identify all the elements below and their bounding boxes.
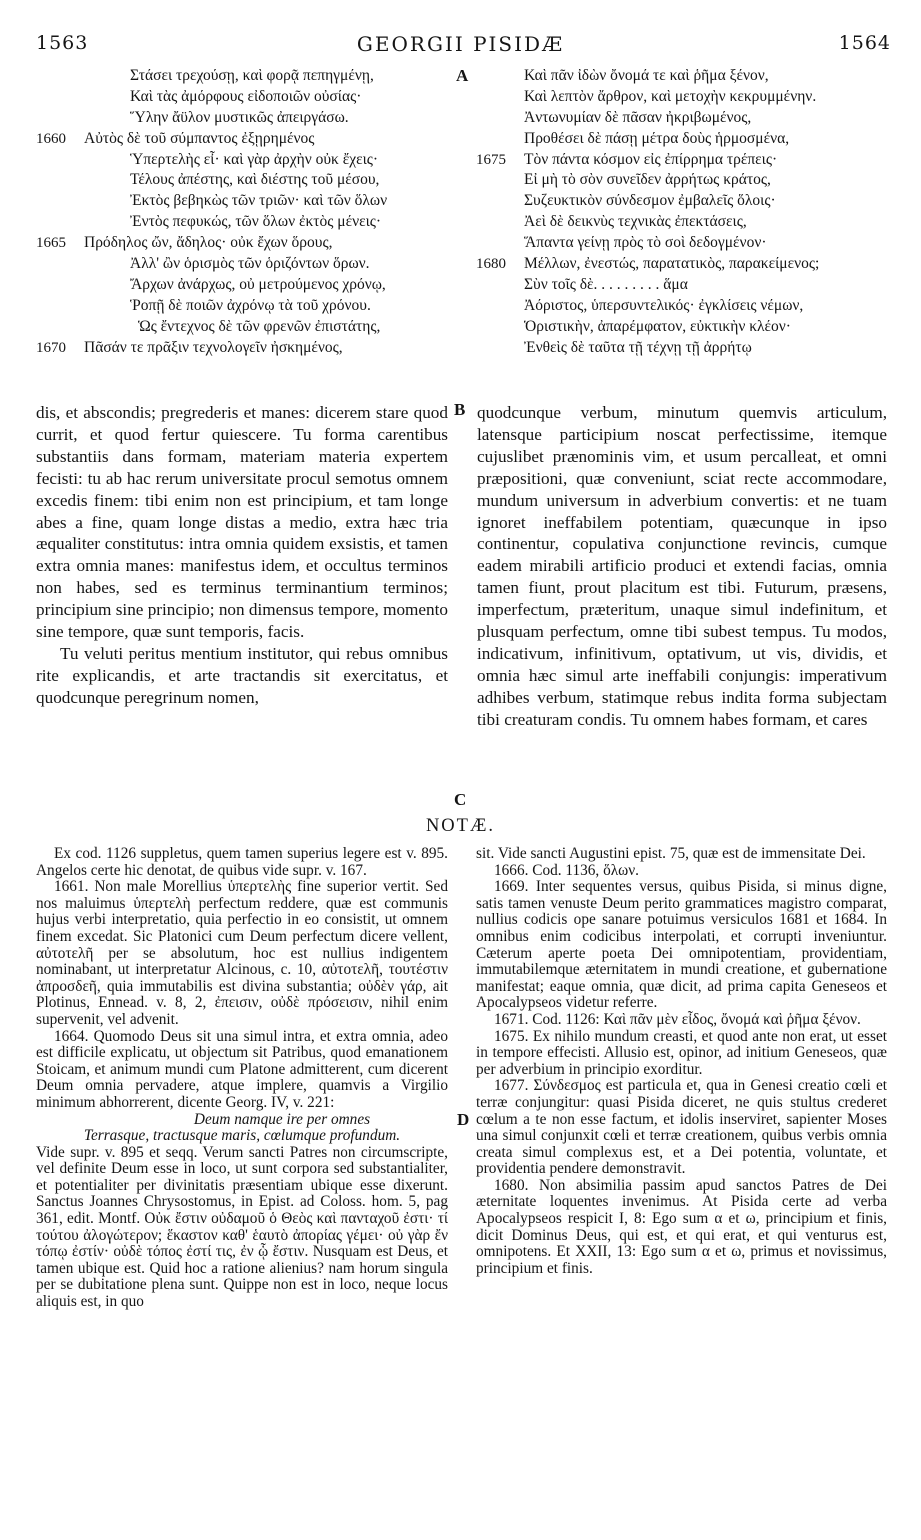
verse-line	[84, 191, 454, 212]
verse-text: Ὁριστικὴν, ἀπαρέμφατον, εὐκτικὴν κλέον·	[524, 317, 791, 335]
note-paragraph: Vide supr. v. 895 et seqq. Verum sancti Patres non circumscripte, vel definite Deum esse in loco, ut sunt corpora sed substantialiter, et potentialiter per divinitatis præsentiam ubique esse dixerunt. Sanctus Joannes Chrysostomus, in Epist. ad Coloss. hom. 5, pag 361, edit. Montf. Οὐκ ἔστιν οὐδαμοῦ ὁ Θεὸς καὶ πανταχοῦ ἐστι· τί τούτου ἀλογώτερον; ἕκαστον καθ' ἑαυτὸ ἀπορίας γέμει· οὐ γὰρ ἔν τόπῳ ἐστίν· οὐδὲ τόπος ἐστί τις, ἐν ᾧ ἔστιν. Nusquam est Deus, et tamen ubique est. Quid hoc a ratione alienius? nam horum singula per se dubitatione plena sunt. Quippe non est in loco, neque locus aliquis est, in quo	[36, 1143, 448, 1311]
verse-text: Ἄρχων ἀνάρχως, οὐ μετρούμενος χρόνῳ,	[130, 275, 386, 293]
verse-line	[84, 296, 454, 317]
verse-text: Ὕλην ἄϋλον μυστικῶς ἀπειργάσω.	[130, 108, 349, 126]
verse-text: Μέλλων, ἐνεστώς, παρατατικὸς, παρακείμενος;	[524, 255, 820, 273]
notes-right-column	[476, 846, 887, 1277]
note-paragraph: sit. Vide sancti Augustini epist. 75, quæ est de immensitate Dei.	[476, 845, 866, 862]
verse-line	[524, 317, 914, 338]
verse-text: Πᾶσάν τε πρᾶξιν τεχνολογεῖν ἠσκημένος,	[84, 338, 343, 356]
verse-line	[84, 275, 454, 296]
column-marker-b: B	[454, 400, 466, 419]
note-paragraph: Ex cod. 1126 suppletus, quem tamen superius legere est v. 895. Angelos certe hic denotat, de quibus vide supr. v. 167.	[36, 845, 448, 879]
verse-text: Καὶ λεπτὸν ἄρθρον, καὶ μετοχὴν κεκρυμμένην.	[524, 87, 817, 105]
page-number-left: 1563	[36, 32, 89, 54]
verse-number: 1660	[36, 130, 66, 147]
verse-text: Ἀντωνυμίαν δὲ πᾶσαν ἠκριβωμένος,	[524, 108, 752, 126]
verse-text: Ἐντὸς πεφυκώς, τῶν ὅλων ἐκτὸς μένεις·	[130, 213, 382, 231]
running-title: GEORGII PISIDÆ	[356, 32, 565, 56]
verse-text: Ἀόριστος, ὑπερσυντελικός· ἐγκλίσεις νέμων,	[524, 296, 804, 314]
verse-text: Εἰ μὴ τὸ σὸν συνεῖδεν ἀρρήτως κράτος,	[524, 171, 771, 189]
verse-line	[524, 87, 914, 108]
verse-line	[84, 150, 454, 171]
verse-text: Καὶ τὰς ἀμόρφους εἰδοποιῶν οὐσίας·	[130, 87, 362, 105]
note-paragraph: 1677. Σύνδεσμος est particula et, qua in Genesi creatio cœli et terræ conjungitur: quasi Pisida diceret, ne quis stultus crederet cœlum a te non esse factum, et idolis inserviret, sapienter Moses una simul conjunxit cœli et terræ creationem, quibus verbis omnia creata simul complexus est, et a Dei potentia, voluntate, et providentia pendere demonstravit.	[476, 1077, 887, 1178]
verse-line	[524, 108, 914, 129]
page-header	[0, 30, 921, 62]
verse-number: 1675	[476, 151, 506, 168]
verse-text: Ἀεὶ δὲ δεικνὺς τεχνικὰς ἐπεκτάσεις,	[524, 213, 747, 231]
latin-paragraph: quodcunque verbum, minutum quemvis articulum, latensque participium noscat perfectissime, itemque cujuslibet prænominis vim, et usum percalleat, et omni præpositioni, quæ conveniunt, sciat recte accommodare, mundum universum in adverbium convertis: et ne tuam ignoret ineffabilem potentiam, quæcunque in ipso continentur, copulativa conjunctione revincis, cumque eadem mirabili artificio produci et extendi facias, omnia tamen fiunt, prout placitum est tibi. Futurum, præsens, imperfectum, præteritum, unaque simul indefinitum, et plusquam perfectum, omne tibi subest tempus. Tu modos, indicativum, infinitivum, optativum, ut vis, dividis, et omnia hæc simul arte ineffabili conjungis: imperativum adhibes verbum, statimque rebus indita forma subjectam tibi creaturam condis. Tu omnem habes formam, et cares	[477, 403, 887, 729]
verse-text: Συζευκτικὸν σύνδεσμον ἐμβαλεῖς ὅλοις·	[524, 192, 776, 210]
verse-line	[36, 233, 454, 254]
verse-line	[84, 108, 454, 129]
note-paragraph: 1664. Quomodo Deus sit una simul intra, et extra omnia, adeo est difficile explicatu, ut objectum sit Patribus, quod emanationem Stoicam, et animum mundi cum Platone admitterent, cum dicerent Deum omnia pervadere, atque implere, quamvis a Virgilio minimum abhorrerent, dicente Georg. IV, v. 221:	[36, 1027, 448, 1111]
note-quote: Terrasque, tractusque maris, cœlumque profundum.	[83, 1127, 401, 1145]
verse-line	[524, 66, 914, 87]
verse-text: Σὺν τοῖς δὲ. . . . . . . . . ἅμα	[524, 275, 688, 293]
notes-left-column	[36, 846, 448, 1311]
verse-line	[476, 150, 914, 171]
verse-line	[524, 338, 914, 359]
verse-text: Ἐκτὸς βεβηκὼς τῶν τριῶν· καὶ τῶν ὅλων	[130, 192, 388, 210]
verse-text: Ὡς ἔντεχνος δὲ τῶν φρενῶν ἐπιστάτης,	[138, 317, 381, 335]
verse-line	[36, 129, 454, 150]
verse-number: 1670	[36, 339, 66, 356]
verse-text: Ὑπερτελὴς εἶ· καὶ γὰρ ἀρχὴν οὐκ ἔχεις·	[130, 150, 379, 168]
verse-line	[524, 191, 914, 212]
verse-number: 1665	[36, 235, 66, 252]
notes-title: NOTÆ.	[425, 816, 496, 836]
verse-line	[524, 170, 914, 191]
latin-paragraph: dis, et abscondis; pregrederis et manes: dicerem stare quod currit, et quod fertur quiescere. Tu forma carentibus substantiis dans formam, materiam materia expertem fecisti: tu ab hac rerum universitate procul semotus omnem excedis finem: tibi enim non est principium, et tam longe abes a fine, quam longe distas a medio, extra hæc tria æqualiter constitutus: intra omnia quidem exsistis, et tamen extra omnia manes: manifestus idem, et occultus terminos non habes, sed es terminus terminantium terminos; principium sine principio; non dimensus tempore, momento sine tempore, quæ sunt temporis, facis.	[36, 403, 448, 642]
verse-line	[84, 87, 454, 108]
verse-line	[524, 275, 914, 296]
verse-text: Ἅπαντα γείνῃ πρὸς τὸ σοὶ δεδογμένον·	[524, 234, 767, 252]
verse-line	[524, 212, 914, 233]
verse-text: Προθέσει δὲ πάσῃ μέτρα δοὺς ἡρμοσμένα,	[524, 129, 790, 147]
note-paragraph: 1671. Cod. 1126: Καὶ πᾶν μὲν εἶδος, ὄνομά καὶ ῥῆμα ξένον.	[494, 1010, 861, 1028]
verse-line	[524, 296, 914, 317]
column-marker-d: D	[457, 1110, 470, 1129]
note-quote: Deum namque ire per omnes	[193, 1110, 371, 1128]
verse-line	[524, 129, 914, 150]
verse-text: Στάσει τρεχούσῃ, καὶ φορᾷ πεπηγμένῃ,	[130, 67, 374, 84]
note-paragraph: 1666. Cod. 1136, ὅλων.	[494, 861, 639, 879]
greek-verse-right	[476, 66, 914, 358]
latin-translation-right	[477, 402, 887, 731]
verse-line	[84, 170, 454, 191]
verse-text: Τὸν πάντα κόσμον εἰς ἐπίρρημα τρέπεις·	[524, 150, 778, 168]
verse-text: Πρόδηλος ὤν, ἄδηλος· οὐκ ἔχων ὅρους,	[84, 234, 333, 252]
verse-text: Ἀλλ' ὢν ὁρισμὸς τῶν ὁριζόντων ὅρων.	[130, 255, 370, 273]
latin-translation-left	[36, 402, 448, 709]
verse-text: Αὐτὸς δὲ τοῦ σύμπαντος ἐξῃρημένος	[84, 129, 315, 147]
verse-line	[524, 233, 914, 254]
column-marker-a: A	[456, 66, 469, 85]
verse-line	[36, 338, 454, 359]
latin-paragraph: Tu veluti peritus mentium institutor, qui rebus omnibus rite explicandis, et arte tractandis sit exercitatus, et quodcunque peregrinum nomen,	[36, 643, 448, 707]
verse-line	[84, 317, 454, 338]
verse-text: Καὶ πᾶν ἰδὼν ὄνομά τε καὶ ῥῆμα ξένον,	[524, 67, 769, 84]
verse-line	[84, 254, 454, 275]
verse-text: Ῥοπῇ δὲ ποιῶν ἀχρόνῳ τὰ τοῦ χρόνου.	[130, 296, 371, 314]
verse-text: Τέλους ἀπέστης, καὶ διέστης τοῦ μέσου,	[130, 171, 380, 189]
verse-text: Ἐνθεὶς δὲ ταῦτα τῇ τέχνῃ τῇ ἀρρήτῳ	[524, 338, 752, 356]
note-paragraph: 1680. Non absimilia passim apud sanctos Patres de Dei æternitate loquentes invenimus. At Pisida certe ad verba Apocalypseos respicit I, 8: Ego sum α et ω, principium et finis, dicit Dominus Deus, qui est, et qui erat, et qui venturus est, omnipotens. Et XXII, 13: Ego sum α et ω, primus et novissimus, principium et finis.	[476, 1176, 887, 1277]
greek-verse-left	[36, 66, 454, 358]
verse-number: 1680	[476, 256, 506, 273]
note-paragraph: 1675. Ex nihilo mundum creasti, et quod ante non erat, ut esset in tempore effecisti. Allusio est, opinor, ad initium Geneseos, quæ per adverbium in principio exorditur.	[476, 1027, 887, 1078]
note-paragraph: 1669. Inter sequentes versus, quibus Pisida, si minus digne, satis tamen venuste Deum perito grammatices magistro comparat, nullius codicis ope sanare potuimus versiculos 1681 et 1684. In omnibus enim codicibus interpolati, et corrupti inveniuntur. Cæterum aperte poeta Dei omnipotentiam, providentiam, immutabilemque æternitatem in mundi creatione, et gubernatione manifestat; eaque omnia, quæ dicit, ad prima capita Geneseos et Apocalypseos videtur referre.	[476, 878, 887, 1012]
note-paragraph: 1661. Non male Morellius ὑπερτελὴς fine superior vertit. Sed nos maluimus ὑπερτελὴ perfectum reddere, quæ est communis hujus verbi interpretatio, quia perfectio in eo consistit, ut omnem finem excedat. Sic Platonici cum Deum perfectum dicere vellent, αὐτοτελῆ per se absolutum, hoc est nullius indigentem nominabant, ut interpretatur Alcinous, c. 10, αὐτοτελῆ, τουτέστιν ἀπροσδεῆ, quia immutabilis est divina substantia; οὐδὲν γάρ, ait Plotinus, Ennead. v. 8, 2, ἐπεισιν, οὐδὲ πρόσεισιν, nihil enim supervenit, vel advenit.	[36, 878, 448, 1028]
column-marker-c: C	[454, 790, 467, 809]
verse-line	[84, 66, 454, 87]
page-number-right: 1564	[838, 32, 891, 54]
verse-line	[476, 254, 914, 275]
verse-line	[84, 212, 454, 233]
